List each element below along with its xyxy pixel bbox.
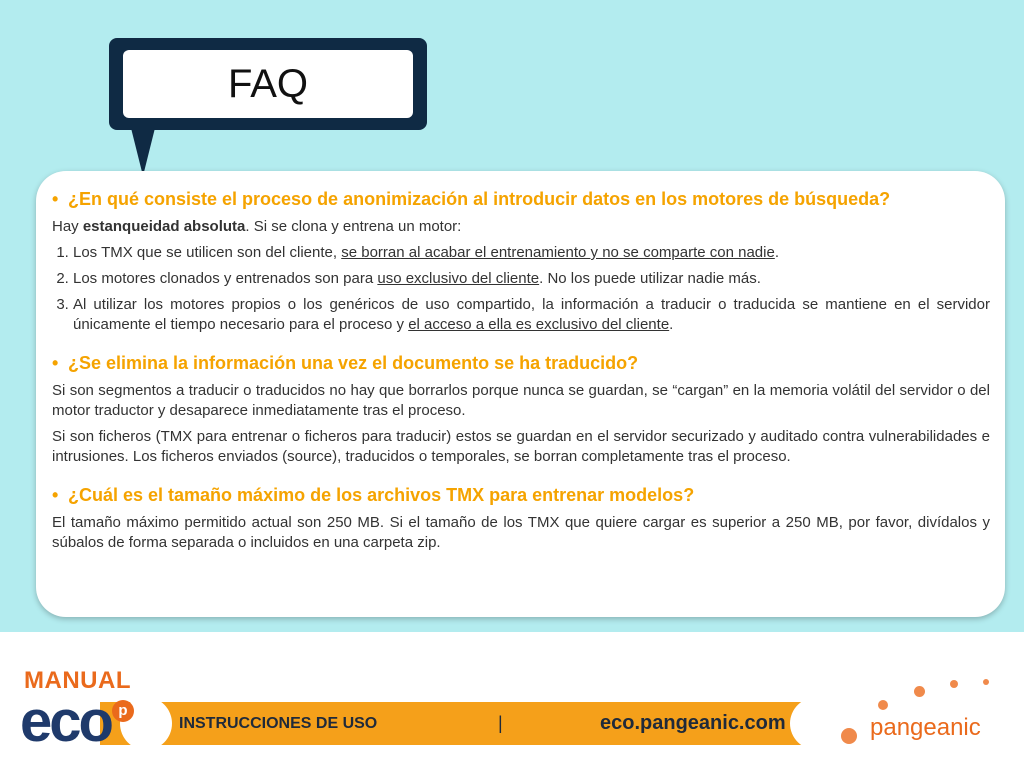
list-item bbox=[73, 269, 990, 289]
list-item bbox=[73, 243, 990, 263]
answer-paragraph: Si son segmentos a traducir o traducidos no hay que borrarlos porque nunca se guardan, se “cargan” en la memoria volátil del servidor o del motor traductor y desaparece inmediatamente tras el proceso. bbox=[52, 382, 990, 419]
faq-question-1 bbox=[52, 187, 990, 211]
list-item bbox=[73, 295, 990, 335]
faq-question-2 bbox=[52, 351, 990, 375]
footer-separator: | bbox=[498, 713, 503, 733]
speech-bubble-tail bbox=[131, 128, 155, 176]
answer-paragraph: El tamaño máximo permitido actual son 250 MB. Si el tamaño de los TMX que quiere cargar es superior a 250 MB, por favor, divídalos y súbalos de forma separada o incluidos en una carpeta zip. bbox=[52, 514, 990, 551]
footer-band-right-cap bbox=[790, 697, 844, 750]
list-item-text: . bbox=[774, 244, 779, 261]
question-text: ¿Cuál es el tamaño máximo de los archivos TMX para entrenar modelos? bbox=[68, 485, 695, 505]
question-text: ¿Se elimina la información una vez el documento se ha traducido? bbox=[68, 353, 639, 373]
manual-label: MANUAL bbox=[24, 667, 131, 694]
faq-content bbox=[52, 187, 990, 559]
underlined-text: uso exclusivo del cliente bbox=[377, 270, 540, 287]
list-item-text: . No los puede utilizar nadie más. bbox=[539, 270, 761, 287]
eco-badge-icon: p bbox=[112, 700, 134, 722]
underlined-text: se borran al acabar el entrenamiento y no se comparte con nadie bbox=[341, 244, 775, 261]
underlined-text: el acceso a ella es exclusivo del cliente bbox=[408, 316, 670, 333]
list-item-text: Los motores clonados y entrenados son para bbox=[73, 270, 378, 287]
logo-dot-icon bbox=[841, 728, 857, 744]
faq-list bbox=[52, 243, 990, 335]
logo-dot-icon bbox=[950, 680, 958, 688]
intro-text: . Si se clona y entrena un motor: bbox=[245, 218, 462, 235]
eco-logo: eco bbox=[20, 689, 111, 754]
bullet-icon: • bbox=[52, 189, 59, 209]
question-text: ¿En qué consiste el proceso de anonimización al introducir datos en los motores de búsqueda? bbox=[68, 189, 891, 209]
list-item-text: Los TMX que se utilicen son del cliente, bbox=[73, 244, 342, 261]
footer-url-link[interactable]: eco.pangeanic.com bbox=[600, 712, 786, 734]
answer-paragraph: Si son ficheros (TMX para entrenar o ficheros para traducir) estos se guardan en el servidor securizado y auditado contra vulnerabilidades e intrusiones. Los ficheros enviados (source), traducidos o temporales, se borran completamente tras el proceso. bbox=[52, 428, 990, 465]
logo-dot-icon bbox=[914, 686, 925, 697]
footer-instrucciones: INSTRUCCIONES DE USO bbox=[179, 715, 378, 732]
intro-bold: estanqueidad absoluta bbox=[82, 218, 246, 235]
list-item-text: . bbox=[669, 316, 674, 333]
intro-text: Hay bbox=[52, 218, 83, 235]
pangeanic-wordmark: pangeanic bbox=[870, 714, 981, 741]
faq-intro bbox=[52, 217, 990, 237]
logo-dot-icon bbox=[878, 700, 888, 710]
bullet-icon: • bbox=[52, 485, 59, 505]
logo-dot-icon bbox=[983, 679, 989, 685]
bullet-icon: • bbox=[52, 353, 59, 373]
list-item-text: Al utilizar los motores propios o los genéricos de uso compartido, la información a traducir o traducida se mantiene en el servidor únicamente el tiempo necesario para el proceso y bbox=[73, 296, 990, 333]
faq-question-3 bbox=[52, 483, 990, 507]
page-title: FAQ bbox=[123, 50, 413, 118]
